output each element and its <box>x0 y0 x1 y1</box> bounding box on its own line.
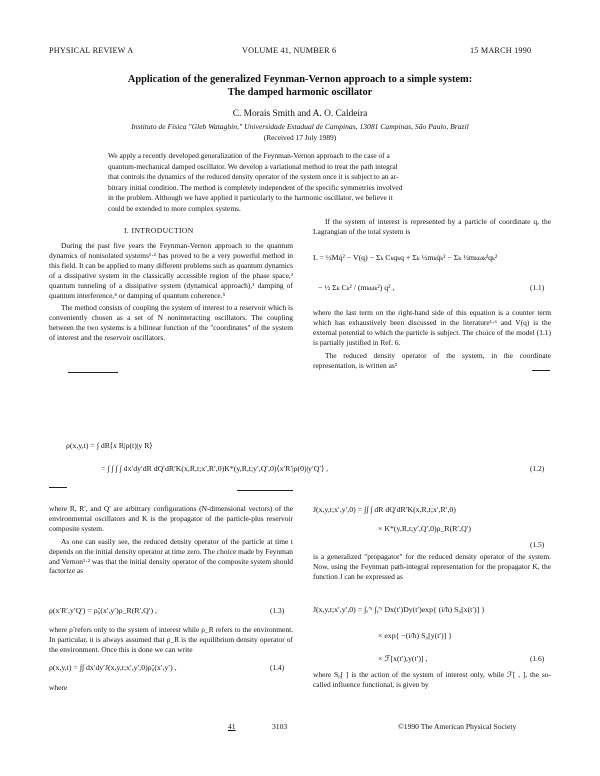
equation-1-1-number: (1.1) <box>530 283 545 292</box>
abstract <box>108 151 494 215</box>
equation-1-1-line-1: L = ½Mq̇² − V(q) − Σₖ Cₖqₖq + Σₖ ½mₖq̇ₖ² − Σₖ ½mₖωₖ²qₖ² <box>313 253 498 262</box>
equation-rule-bottom-left <box>49 487 67 488</box>
left-column-bottom-cont <box>49 625 293 658</box>
equation-1-4-number: (1.4) <box>270 663 285 672</box>
equation-1-2-line-1: ρ(x,y,t) = ∫ dR⟨x R|ρ(t)|y R⟩ <box>66 441 153 450</box>
footer-volume: 41 <box>228 722 236 731</box>
abstract-line: quantum-mechanical damped oscillator. We develop a variational method to treat the path integral <box>108 161 398 171</box>
equilibrium-paragraph: where ρ̃ refers only to the system of interest while ρ_R refers to the environment. In particular, it is always assumed that ρ_R is the equilibrium density operator of the environment. Once this is done we can write <box>49 625 293 654</box>
where-label: where <box>49 683 68 692</box>
left-column-bottom <box>49 504 293 579</box>
abstract-line: bitrary initial condition. The method is completely independent of the specific symmetries involved <box>108 182 403 192</box>
equation-rule-right <box>532 370 550 371</box>
equation-1-6-line-2: × exp{ −(i/ħ) S₀[y(t′)] } <box>378 631 452 640</box>
left-column-top <box>49 241 293 346</box>
authors: C. Morais Smith and A. O. Caldeira <box>232 109 368 119</box>
equation-1-2-number: (1.2) <box>530 464 545 473</box>
influence-functional-paragraph: where S₀[ ] is the action of the system of interest only, while ℱ[ , ], the so-called influence functional, is given by <box>313 670 551 689</box>
equation-1-6-line-3: × ℱ[x(t′),y(t′)] , <box>378 654 428 663</box>
configurations-paragraph: where R, R′, and Q′ are arbitrary configurations (N-dimensional vectors) of the environmental oscillators and K is the propagator of the particle-plus reservoir composite system. <box>49 504 293 533</box>
equation-rule-left <box>68 372 118 373</box>
page-number: 3103 <box>272 722 288 731</box>
factorization-paragraph: As one can easily see, the reduced density operator of the particle at time t depends on the initial density operator at time zero. The choice made by Feynman and Vernon¹·² was that the initial density operator of the composite system should factorize as <box>49 536 293 576</box>
equation-1-2-line-2: = ∫ ∫ ∫ ∫ dx′dy′dR dQ′dR′K(x,R,t;x′,R′,0)K*(y,R,t;y′,Q′,0)⟨x′R′|ρ(0)|y′Q′⟩ , <box>101 464 329 473</box>
paper-title-line-2: The damped harmonic oscillator <box>227 87 373 98</box>
equation-1-6-number: (1.6) <box>530 654 545 663</box>
right-column-top <box>313 217 551 240</box>
intro-paragraph-1: During the past five years the Feynman-Vernon approach to the quantum dynamics of nonisolated systems¹·² has proved to be a very powerful method in this field. It can be applied to many different problems such as quantum dynamics of a dissipative system in the classically accessible region of the phase space,³ quantum tunneling of a dissipative system (dynamical approach),¹ damping of quantum interference,⁴ or damping of quantum coherence.⁵ <box>49 241 293 300</box>
intro-paragraph-2: The method consists of coupling the system of interest to a reservoir which is conveniently chosen as a set of N noninteracting oscillators. The coupling between the two systems is a bilinear function of the "coordinates" of the system of interest and the reservoir oscillators. <box>49 303 293 343</box>
abstract-line: We apply a recently developed generalization of the Feynman-Vernon approach to the case of a <box>108 151 390 160</box>
right-column-top-cont <box>313 308 551 373</box>
abstract-line: in the problem. Although we have applied it particularly to the harmonic oscillator, we believe it <box>108 193 393 203</box>
counter-term-paragraph: where the last term on the right-hand side of this equation is a counter term which has exhaustively been discussed in the literature¹·⁶ and V(q) is the external potential to which the particle is subject. The choice of the model (1.1) is partially justified in Ref. 6. <box>313 308 551 347</box>
issue-date: 15 MARCH 1990 <box>470 46 532 55</box>
journal-name: PHYSICAL REVIEW A <box>49 46 134 55</box>
reduced-density-paragraph: The reduced density operator of the system, in the coordinate representation, is written as³ <box>313 350 551 370</box>
right-column-bottom-cont <box>313 670 551 693</box>
abstract-line: that controls the dynamics of the reduced density operator of the system once it is subject to an ar- <box>108 172 399 182</box>
equation-rule-bottom-right <box>237 490 293 491</box>
abstract-line: could be extended to more complex systems. <box>108 203 241 213</box>
where-text <box>49 683 293 696</box>
propagator-paragraph: is a generalized "propagator" for the reduced density operator of the system. Now, using the Feynman path-integral representation for the propagator K, the function J can be expressed as <box>313 552 551 581</box>
lagrangian-intro: If the system of interest is represented by a particle of coordinate q, the Lagrangian of the total system is <box>313 217 551 236</box>
volume-number: VOLUME 41, NUMBER 6 <box>242 46 337 55</box>
equation-1-3-number: (1.3) <box>270 606 285 615</box>
equation-1-5-line-1: J(x,y,t;x′,y′,0) = ∫∫ ∫ dR dQ′dR′K(x,R,t;x′,R′,0) <box>313 505 456 514</box>
section-title: I. INTRODUCTION <box>124 226 194 235</box>
right-column-bottom <box>313 552 551 585</box>
equation-1-1-line-2: − ½ Σₖ Cₖ² / (mₖωₖ²) q² , <box>318 283 395 292</box>
received-date: (Received 17 July 1989) <box>263 133 337 142</box>
paper-title-line-1: Application of the generalized Feynman-Vernon approach to a simple system: <box>127 74 473 85</box>
copyright: ©1990 The American Physical Society <box>398 722 517 731</box>
equation-1-4: ρ(x,y,t) = ∫∫ dx′dy′J(x,y,t;x′,y′,0)ρ̃₀(x′,y′) , <box>49 663 177 672</box>
equation-1-6-line-1: J(x,y,t;x′,y′,0) = ∫ₓ′ˣ ∫ᵧ′ʸ Dx(t′)Dy(t′)exp{ (i/ħ) S₀[x(t′)] } <box>313 605 485 614</box>
affiliation: Instituto de Física "Gleb Wataghin," Universidade Estadual de Campinas, 13081 Campinas, São Paulo, Brazil <box>131 122 469 131</box>
equation-1-5-number: (1.5) <box>530 540 545 549</box>
equation-1-3: ρ(x′R′,y′Q′) = ρ̃₀(x′,y′)ρ_R(R′,Q′) , <box>49 606 158 615</box>
equation-1-5-line-2: × K*(y,R,t;y′,Q′,0)ρ_R(R′,Q′) <box>378 524 472 533</box>
